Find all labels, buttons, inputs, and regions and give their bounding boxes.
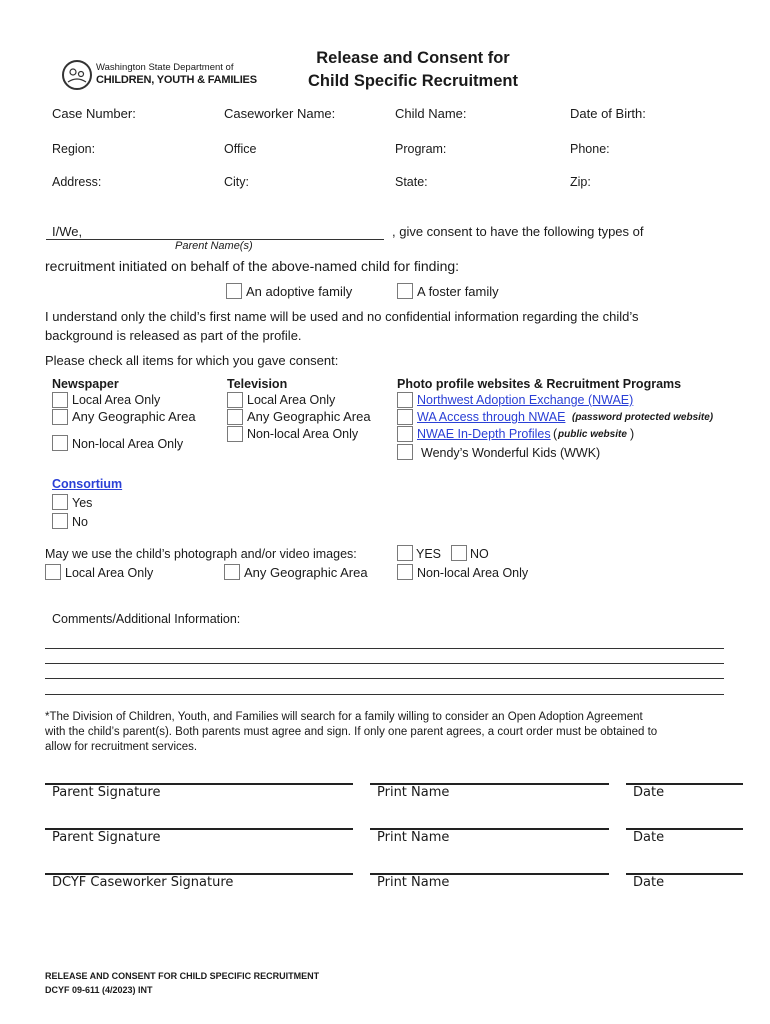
notice-line3: allow for recruitment services.	[45, 741, 198, 753]
adoptive-family-checkbox[interactable]	[226, 283, 242, 299]
indepth-note-close: )	[630, 427, 635, 441]
consortium-link[interactable]: Consortium	[52, 477, 123, 491]
signature-label: Parent Signature	[52, 785, 161, 800]
signature-label: Parent Signature	[52, 830, 161, 845]
recruitment-line: recruitment initiated on behalf of the above-named child for finding:	[45, 258, 460, 274]
photo-use-yes-label: YES	[416, 547, 442, 561]
city-label: City:	[224, 175, 249, 189]
consortium-no-label: No	[72, 515, 88, 529]
comments-line[interactable]	[45, 648, 724, 649]
region-label: Region:	[52, 142, 96, 156]
date-label: Date	[633, 830, 665, 845]
indepth-note: public website	[558, 429, 627, 440]
photo-use-question: May we use the child’s photograph and/or video images:	[45, 547, 357, 561]
television-local-label: Local Area Only	[247, 393, 336, 407]
newspaper-nonlocal-label: Non-local Area Only	[72, 437, 184, 451]
caseworker-name-label: Caseworker Name:	[224, 106, 336, 121]
television-geographic-label: Any Geographic Area	[247, 409, 371, 424]
photo-geographic-checkbox[interactable]	[224, 564, 240, 580]
print-name-label: Print Name	[377, 830, 450, 845]
logo-top-text: Washington State Department of	[96, 62, 234, 73]
television-heading: Television	[227, 377, 288, 391]
adoptive-family-label: An adoptive family	[246, 284, 353, 299]
television-nonlocal-checkbox[interactable]	[227, 426, 243, 442]
photo-use-yes-checkbox[interactable]	[397, 545, 413, 561]
check-all-text: Please check all items for which you gave consent:	[45, 353, 339, 368]
zip-label: Zip:	[570, 175, 591, 189]
wa-access-note: (password protected website)	[572, 412, 714, 423]
comments-line[interactable]	[45, 678, 724, 679]
newspaper-local-checkbox[interactable]	[52, 392, 68, 408]
footer-title: RELEASE AND CONSENT FOR CHILD SPECIFIC RECRUITMENT	[45, 971, 320, 981]
newspaper-heading: Newspaper	[52, 377, 119, 391]
photo-geographic-label: Any Geographic Area	[244, 565, 368, 580]
print-name-label: Print Name	[377, 875, 450, 890]
television-nonlocal-label: Non-local Area Only	[247, 427, 359, 441]
parent-names-caption: Parent Name(s)	[175, 240, 253, 252]
wwk-checkbox[interactable]	[397, 444, 413, 460]
phone-label: Phone:	[570, 142, 610, 156]
understand-line2: background is released as part of the profile.	[45, 328, 302, 343]
date-of-birth-label: Date of Birth:	[570, 106, 646, 121]
photo-profile-heading: Photo profile websites & Recruitment Programs	[397, 377, 682, 391]
photo-use-no-label: NO	[470, 547, 489, 561]
photo-use-no-checkbox[interactable]	[451, 545, 467, 561]
newspaper-geographic-label: Any Geographic Area	[72, 409, 196, 424]
newspaper-geographic-checkbox[interactable]	[52, 409, 68, 425]
notice-line1: *The Division of Children, Youth, and Families will search for a family willing to consider an Open Adoption Agreement	[45, 711, 643, 723]
television-local-checkbox[interactable]	[227, 392, 243, 408]
iwe-label: I/We,	[52, 224, 83, 239]
state-label: State:	[395, 175, 428, 189]
form-title-line1: Release and Consent for	[316, 49, 510, 67]
nwae-checkbox[interactable]	[397, 392, 413, 408]
address-label: Address:	[52, 175, 102, 189]
photo-nonlocal-checkbox[interactable]	[397, 564, 413, 580]
date-label: Date	[633, 875, 665, 890]
newspaper-nonlocal-checkbox[interactable]	[52, 435, 68, 451]
comments-label: Comments/Additional Information:	[52, 612, 241, 626]
indepth-checkbox[interactable]	[397, 426, 413, 442]
photo-local-label: Local Area Only	[65, 566, 154, 580]
date-label: Date	[633, 785, 665, 800]
comments-line[interactable]	[45, 694, 724, 695]
office-label: Office	[224, 142, 257, 156]
nwae-link[interactable]: Northwest Adoption Exchange (NWAE)	[417, 393, 634, 407]
wa-access-link[interactable]: WA Access through NWAE	[417, 410, 566, 424]
consortium-yes-label: Yes	[72, 496, 93, 510]
wwk-label: Wendy’s Wonderful Kids (WWK)	[421, 446, 601, 460]
print-name-label: Print Name	[377, 785, 450, 800]
logo-bottom-text: CHILDREN, YOUTH & FAMILIES	[96, 74, 257, 86]
child-name-label: Child Name:	[395, 106, 467, 121]
indepth-note-open: (	[553, 427, 558, 441]
program-label: Program:	[395, 142, 447, 156]
comments-line[interactable]	[45, 663, 724, 664]
form-title-line2: Child Specific Recruitment	[308, 72, 518, 90]
television-geographic-checkbox[interactable]	[227, 409, 243, 425]
notice-line2: with the child’s parent(s). Both parents must agree and sign. If only one parent agrees, a court order must be obtained to	[45, 726, 658, 738]
wa-access-checkbox[interactable]	[397, 409, 413, 425]
foster-family-checkbox[interactable]	[397, 283, 413, 299]
consortium-yes-checkbox[interactable]	[52, 494, 68, 510]
case-number-label: Case Number:	[52, 106, 136, 121]
photo-local-checkbox[interactable]	[45, 564, 61, 580]
photo-nonlocal-label: Non-local Area Only	[417, 566, 529, 580]
signature-label: DCYF Caseworker Signature	[52, 875, 234, 890]
footer-form-number: DCYF 09-611 (4/2023) INT	[45, 985, 153, 995]
newspaper-local-label: Local Area Only	[72, 393, 161, 407]
consortium-no-checkbox[interactable]	[52, 513, 68, 529]
indepth-link[interactable]: NWAE In-Depth Profiles	[417, 427, 551, 441]
give-consent-text: , give consent to have the following types of	[392, 224, 644, 239]
understand-line1: I understand only the child’s first name will be used and no confidential information regarding the child’s	[45, 309, 639, 324]
foster-family-label: A foster family	[417, 284, 499, 299]
